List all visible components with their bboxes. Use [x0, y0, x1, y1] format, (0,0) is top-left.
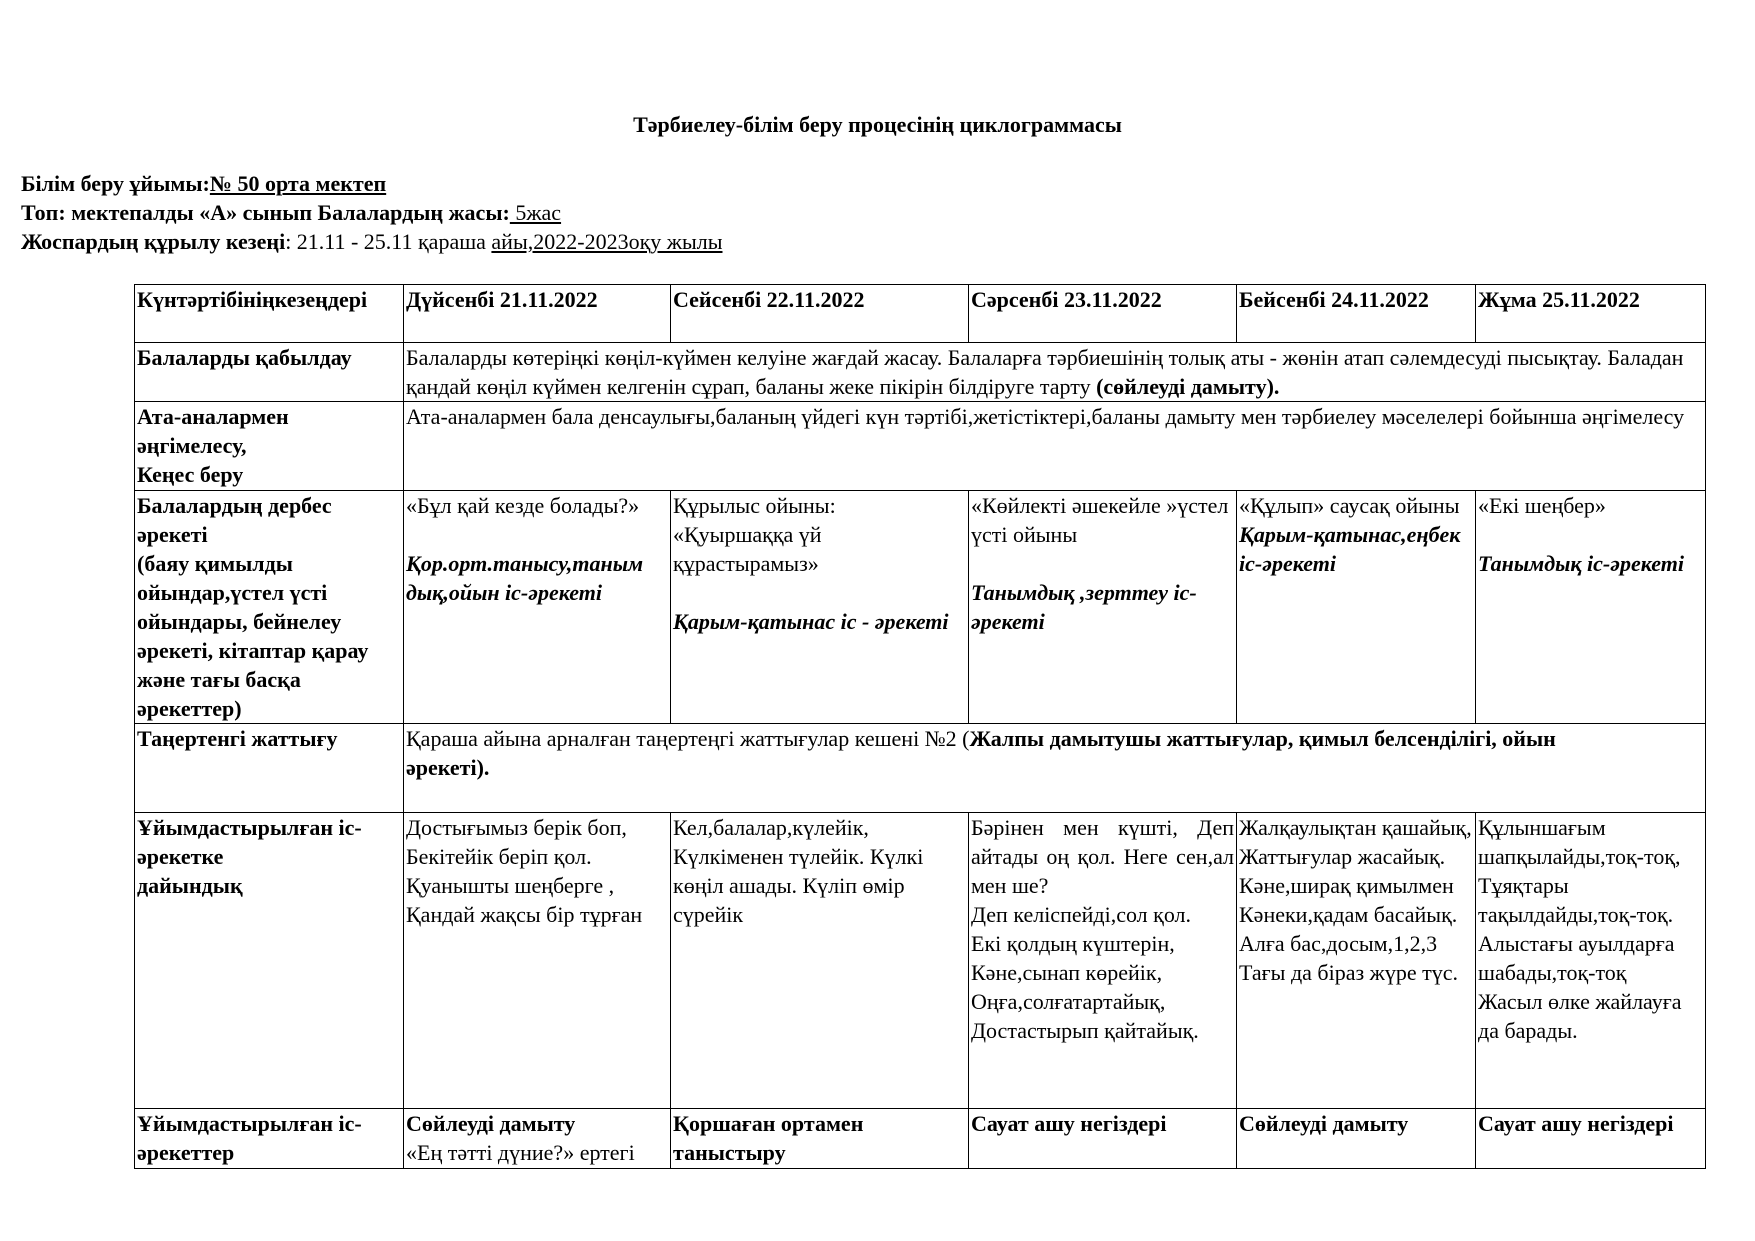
schedule-table [134, 284, 1706, 1169]
independent-cell-monday [404, 491, 671, 724]
independent-cell-wednesday [969, 491, 1237, 724]
header-cell-tuesday: Сейсенбі 22.11.2022 [671, 285, 969, 343]
organized-text: «Ең тәтті дүние?» ертегі [406, 1140, 635, 1165]
organized-subject: Сөйлеуді дамыту [1239, 1111, 1409, 1136]
table-row-preparation [135, 813, 1706, 1109]
age-value: 5жас [509, 200, 562, 225]
org-line [21, 169, 723, 198]
organized-subject: Сауат ашу негіздері [1478, 1111, 1674, 1136]
header-cell-monday: Дүйсенбі 21.11.2022 [404, 285, 671, 343]
independent-text: Құрылыс ойыны: «Қуыршаққа үй құрастырамыз» [673, 493, 836, 576]
period-year: айы,2022-2023оқу жылы [491, 229, 723, 254]
header-cell-thursday: Бейсенбі 24.11.2022 [1237, 285, 1476, 343]
period-line [21, 227, 723, 256]
prep-cell-friday: Құлыншағым шапқылайды,тоқ-тоқ, Тұяқтары тақылдайды,тоқ-тоқ. Алыстағы ауылдарға шабады,тоқ-тоқ Жасыл өлке жайлауға да барады. [1476, 813, 1706, 1109]
independent-activity: Танымдық ,зерттеу іс-әрекеті [971, 580, 1197, 634]
row-label-parents: Ата-аналармен әңгімелесу, Кеңес беру [135, 402, 404, 491]
independent-activity: Қарым-қатынас,еңбек іс-әрекеті [1239, 522, 1461, 576]
prep-cell-thursday: Жалқаулықтан қашайық, Жаттығулар жасайық. Кәне,ширақ қимылмен Кәнеки,қадам басайық. Алға бас,досым,1,2,3 Тағы да біраз жүре түс. [1237, 813, 1476, 1109]
row-label-reception: Балаларды қабылдау [135, 343, 404, 402]
morning-text-bold: Жалпы дамытушы жаттығулар, қимыл белсенділігі, ойын әрекеті). [406, 726, 1556, 780]
independent-cell-thursday [1237, 491, 1476, 724]
reception-text-cell [404, 343, 1706, 402]
table-row-morning-exercise [135, 724, 1706, 813]
row-label-preparation: Ұйымдастырылған іс-әрекетке дайындық [135, 813, 404, 1109]
table-row-reception [135, 343, 1706, 402]
organized-cell-thursday [1237, 1109, 1476, 1169]
period-dates: : 21.11 - 25.11 қараша [285, 229, 492, 254]
independent-text: «Екі шеңбер» [1478, 493, 1606, 518]
morning-text: Қараша айына арналған таңертеңгі жаттығулар кешені №2 ( [406, 726, 970, 751]
document-meta [21, 169, 723, 256]
row-label-morning-exercise: Таңертенгі жаттығу [135, 724, 404, 813]
independent-text: «Көйлекті әшекейле »үстел үсті ойыны [971, 493, 1229, 547]
organized-subject: Сөйлеуді дамыту [406, 1111, 576, 1136]
organized-cell-tuesday [671, 1109, 969, 1169]
document-title: Тәрбиелеу-білім беру процесінің циклограммасы [633, 112, 1122, 137]
reception-text: Балаларды көтеріңкі көңіл-күймен келуіне жағдай жасау. Балаларға тәрбиешінің толық аты - жөнін атап сәлемдесуді пысықтау. Баладан қандай көңіл күймен келгенін сұрап, баланы жеке пікірін білдіруге тарту [406, 345, 1684, 399]
prep-cell-wednesday: Бәрінен мен күшті, Деп айтады оң қол. Неге сен,ал мен ше? Деп келіспейді,сол қол. Екі қолдың күштерін, Кәне,сынап көрейік, Оңға,солғатартайық, Достастырып қайтайық. [969, 813, 1237, 1109]
table-row-independent [135, 491, 1706, 724]
header-cell-friday: Жұма 25.11.2022 [1476, 285, 1706, 343]
independent-activity: Қарым-қатынас іс - әрекеті [673, 609, 949, 634]
org-label: Білім беру ұйымы: [21, 171, 210, 196]
morning-text-cell [404, 724, 1706, 813]
prep-cell-monday: Достығымыз берік боп, Бекітейік беріп қол. Қуанышты шеңберге , Қандай жақсы бір тұрған [404, 813, 671, 1109]
independent-activity: Қор.орт.танысу,таным дық,ойын іс-әрекеті [406, 551, 644, 605]
organized-cell-wednesday [969, 1109, 1237, 1169]
organized-cell-friday [1476, 1109, 1706, 1169]
group-label: Топ: мектепалды «А» сынып Балалардың жасы: [21, 200, 510, 225]
organized-cell-monday [404, 1109, 671, 1169]
reception-text-bold: (сөйлеуді дамыту). [1096, 374, 1280, 399]
independent-activity: Танымдық іс-әрекеті [1478, 551, 1684, 576]
org-value: № 50 орта мектеп [209, 171, 387, 196]
organized-subject: Сауат ашу негіздері [971, 1111, 1167, 1136]
table-row-parents [135, 402, 1706, 491]
independent-text: «Құлып» саусақ ойыны [1239, 493, 1460, 518]
independent-cell-friday [1476, 491, 1706, 724]
period-label: Жоспардың құрылу кезеңі [21, 229, 286, 254]
group-line [21, 198, 723, 227]
independent-text: «Бұл қай кезде болады?» [406, 493, 640, 518]
table-row-organized [135, 1109, 1706, 1169]
organized-subject: Қоршаған ортамен таныстыру [673, 1111, 864, 1165]
header-cell-stages: Күнтәртібініңкезеңдері [135, 285, 404, 343]
parents-text: Ата-аналармен бала денсаулығы,баланың үйдегі күн тәртібі,жетістіктері,баланы дамыту мен тәрбиелеу мәселелері бойынша әңгімелесу [404, 402, 1706, 491]
row-label-organized: Ұйымдастырылған іс-әрекеттер [135, 1109, 404, 1169]
table-header-row [135, 285, 1706, 343]
header-cell-wednesday: Сәрсенбі 23.11.2022 [969, 285, 1237, 343]
prep-cell-tuesday: Кел,балалар,күлейік, Күлкіменен түлейік. Күлкі көңіл ашады. Күліп өмір сүрейік [671, 813, 969, 1109]
row-label-independent: Балалардың дербес әрекеті (баяу қимылды ойындар,үстел үсті ойындары, бейнелеу әрекеті, кітаптар қарау және тағы басқа әрекеттер) [135, 491, 404, 724]
independent-cell-tuesday [671, 491, 969, 724]
